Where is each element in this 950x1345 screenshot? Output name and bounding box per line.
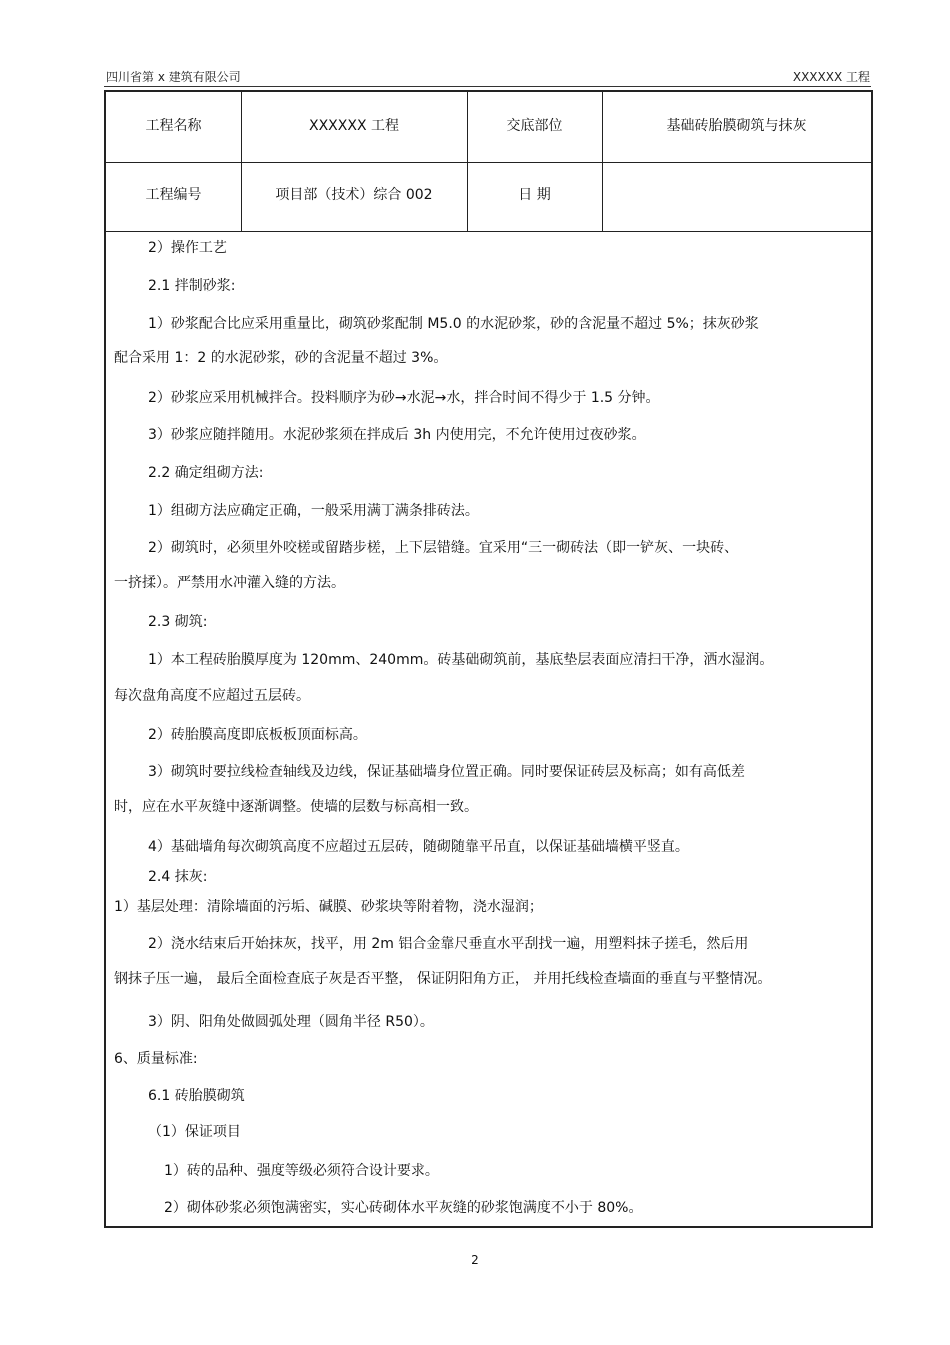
paragraph-line: 钢抹子压一遍， 最后全面检查底子灰是否平整， 保证阴阳角方正， 并用托线检查墙面的垂直与平整情况。 [114,971,772,987]
paragraph-line: 3）阴、阳角处做圆弧处理（圆角半径 R50）。 [148,1014,434,1030]
paragraph-line: 2）浇水结束后开始抹灰，找平，用 2m 铝合金靠尺垂直水平刮找一遍，用塑料抹子搓毛，然后用 [148,936,749,952]
header-divider [104,86,871,87]
paragraph-line: 1）组砌方法应确定正确，一般采用满丁满条排砖法。 [148,503,479,519]
subsection-heading: 2.1 拌制砂浆: [148,278,236,294]
paragraph-line: 2）砂浆应采用机械拌合。投料顺序为砂→水泥→水，拌合时间不得少于 1.5 分钟。 [148,390,660,406]
paragraph-line: 4）基础墙角每次砌筑高度不应超过五层砖，随砌随靠平吊直，以保证基础墙横平竖直。 [148,839,689,855]
paragraph-line: 1）基层处理：清除墙面的污垢、碱膜、砂浆块等附着物，浇水湿润； [114,899,543,915]
paragraph-line: 时，应在水平灰缝中逐渐调整。使墙的层数与标高相一致。 [114,799,478,815]
subsection-heading: 2.4 抹灰: [148,869,208,885]
paragraph-line: （1）保证项目 [148,1124,241,1140]
header-company: 四川省第 x 建筑有限公司 [106,70,241,84]
paragraph-line: 每次盘角高度不应超过五层砖。 [114,688,310,704]
project-code-label: 工程编号 [145,187,202,203]
paragraph-line: 一挤揉）。严禁用水冲灌入缝的方法。 [114,575,345,591]
paragraph-line: 1）砂浆配合比应采用重量比，砌筑砂浆配制 M5.0 的水泥砂浆，砂的含泥量不超过 5%；抹灰砂浆 [148,316,759,332]
project-name-label: 工程名称 [145,118,202,134]
table-divider [106,231,871,232]
disclosure-part-label: 交底部位 [506,118,563,134]
section-heading: 6、质量标准: [114,1051,198,1067]
paragraph-line: 2）砖胎膜高度即底板板顶面标高。 [148,727,367,743]
date-label: 日 期 [518,187,551,203]
paragraph-line: 配合采用 1：2 的水泥砂浆，砂的含泥量不超过 3%。 [114,350,448,366]
table-divider [106,162,871,163]
disclosure-form [104,90,873,1228]
disclosure-part-value: 基础砖胎膜砌筑与抹灰 [666,118,807,134]
paragraph-line: 3）砌筑时要拉线检查轴线及边线，保证基础墙身位置正确。同时要保证砖层及标高；如有高低差 [148,764,745,780]
paragraph-line: 1）本工程砖胎膜厚度为 120mm、240mm。砖基础砌筑前，基底垫层表面应清扫干净，洒水湿润。 [148,652,774,668]
subsection-heading: 2.2 确定组砌方法: [148,465,264,481]
header-project: XXXXXX 工程 [792,70,870,84]
project-code-value: 项目部（技术）综合 002 [275,187,433,203]
subsection-heading: 2.3 砌筑: [148,614,208,630]
paragraph-line: 2）砌筑时，必须里外咬槎或留踏步槎，上下层错缝。宜采用“三一砌砖法（即一铲灰、一块砖、 [148,540,739,556]
page-number: 2 [471,1253,479,1267]
paragraph-line: 1）砖的品种、强度等级必须符合设计要求。 [164,1163,439,1179]
paragraph-line: 3）砂浆应随拌随用。水泥砂浆须在拌成后 3h 内使用完，不允许使用过夜砂浆。 [148,427,646,443]
paragraph-line: 2）砌体砂浆必须饱满密实，实心砖砌体水平灰缝的砂浆饱满度不小于 80%。 [164,1200,643,1216]
section-heading: 2）操作工艺 [148,240,227,256]
subsection-heading: 6.1 砖胎膜砌筑 [148,1088,245,1104]
project-name-value: XXXXXX 工程 [309,118,399,134]
